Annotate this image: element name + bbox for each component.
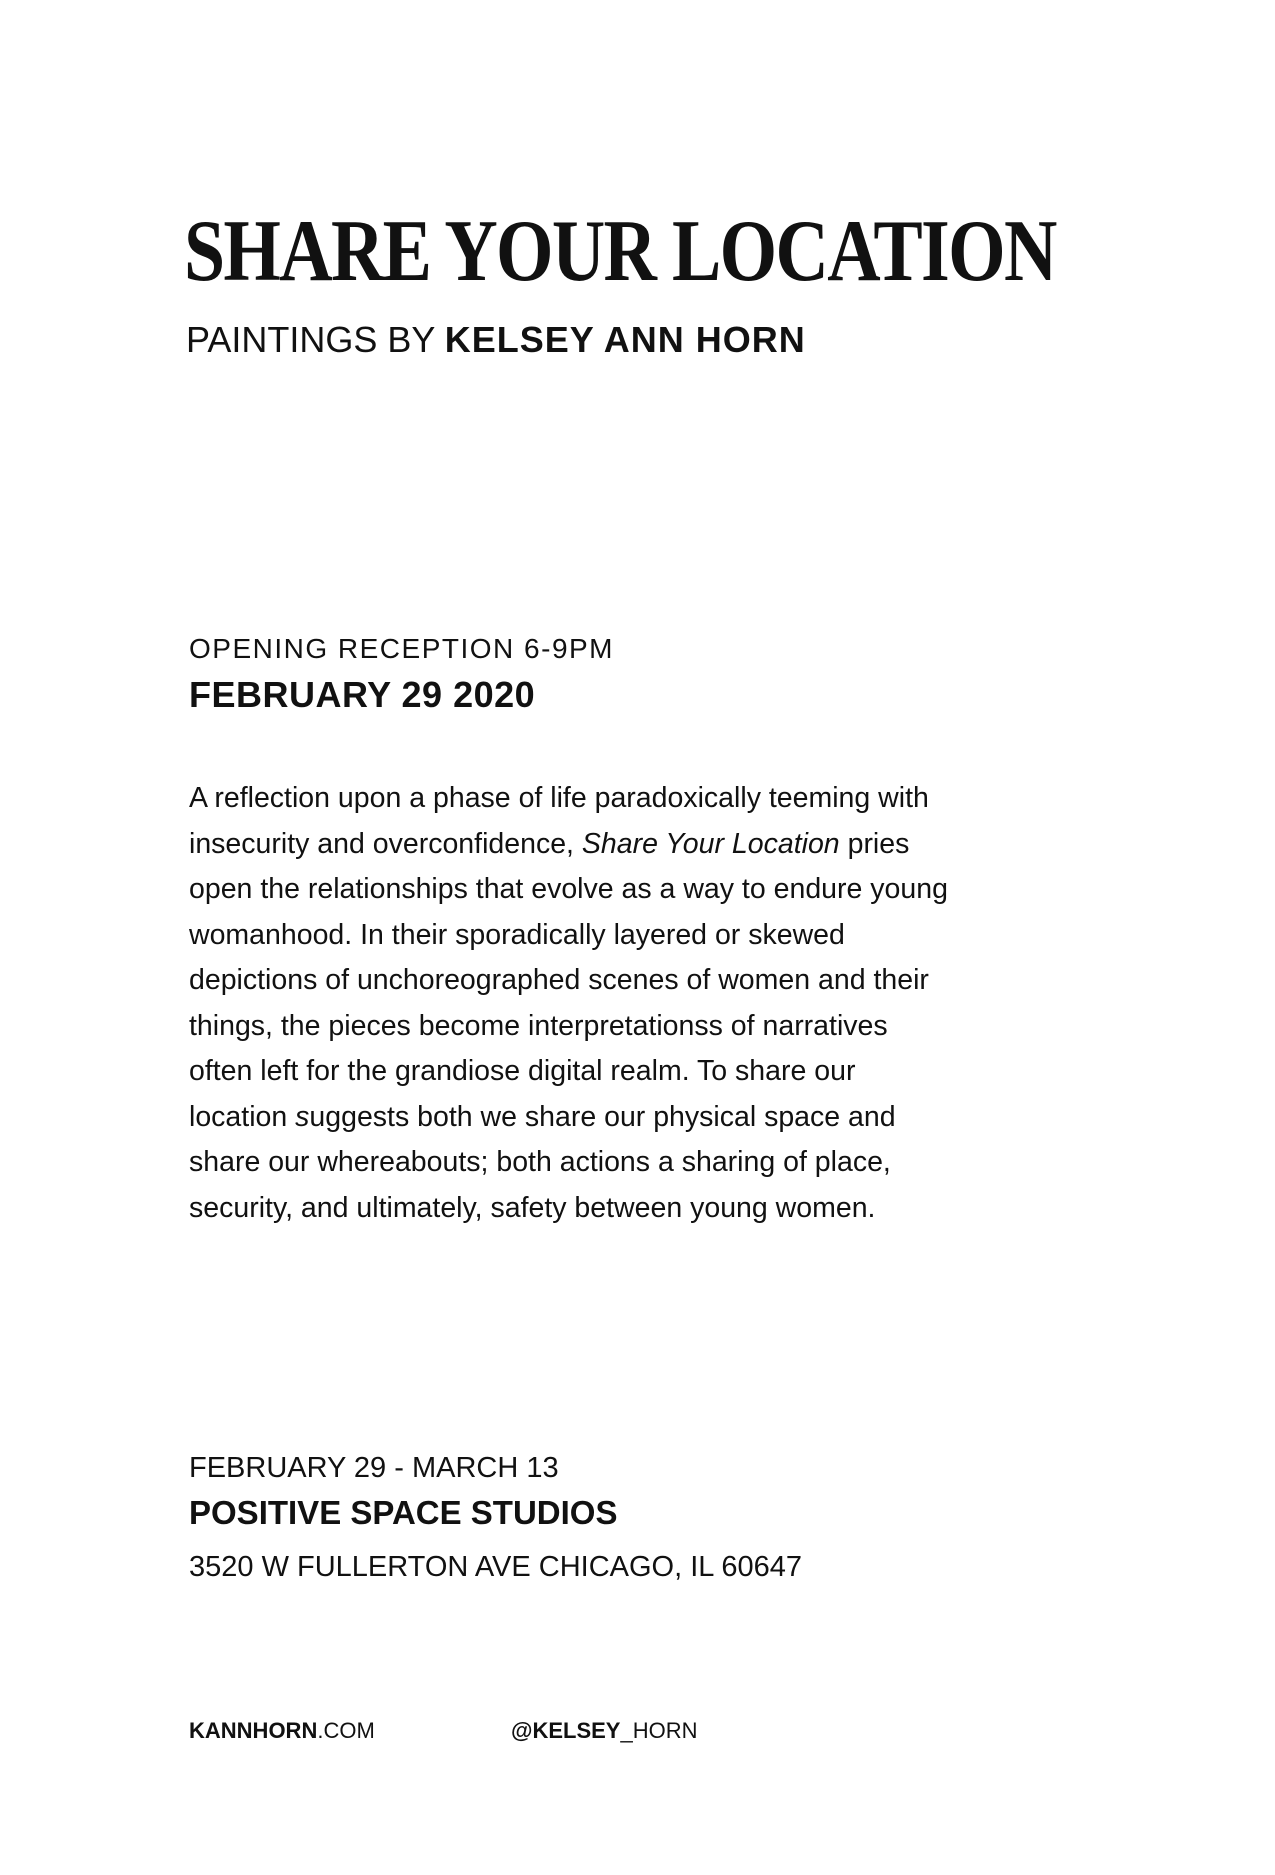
title-italic: Share Your Location — [581, 827, 840, 860]
description-line: insecurity and overconfidence, Share Your Location pries — [189, 827, 910, 860]
opening-reception-date: FEBRUARY 29 2020 — [189, 674, 536, 715]
description-line: often left for the grandiose digital realm. To share our — [189, 1055, 856, 1087]
description-line: things, the pieces become interpretationss of narratives — [189, 1009, 888, 1042]
exhibition-description — [189, 776, 989, 1231]
venue-name: POSITIVE SPACE STUDIOS — [189, 1494, 618, 1531]
description-line: security, and ultimately, safety between young women. — [189, 1191, 876, 1224]
description-line: womanhood. In their sporadically layered or skewed — [189, 918, 845, 951]
website-suffix: .COM — [317, 1718, 375, 1743]
subtitle-prefix: PAINTINGS BY — [186, 319, 435, 360]
description-line: A reflection upon a phase of life paradoxically teeming with — [189, 782, 929, 814]
description-line: depictions of unchoreographed scenes of women and their — [189, 964, 929, 996]
exhibition-title: SHARE YOUR LOCATION — [184, 203, 1056, 300]
description-line: open the relationships that evolve as a way to endure young — [189, 873, 948, 905]
description-line: share our whereabouts; both actions a sharing of place, — [189, 1146, 891, 1178]
social-handle-bold: @KELSEY — [511, 1718, 621, 1743]
description-line: location suggests both we share our physical space and — [189, 1100, 896, 1133]
artist-name: KELSEY ANN HORN — [444, 319, 806, 360]
social-handle-link[interactable] — [511, 1718, 698, 1744]
website-bold: KANNHORN — [189, 1718, 318, 1743]
exhibition-dates: FEBRUARY 29 - MARCH 13 — [189, 1452, 559, 1484]
subtitle — [186, 319, 806, 360]
website-link[interactable] — [189, 1718, 375, 1744]
opening-reception-label: OPENING RECEPTION 6-9PM — [189, 633, 615, 664]
social-handle-suffix: _HORN — [620, 1718, 698, 1743]
venue-address: 3520 W FULLERTON AVE CHICAGO, IL 60647 — [189, 1551, 803, 1583]
